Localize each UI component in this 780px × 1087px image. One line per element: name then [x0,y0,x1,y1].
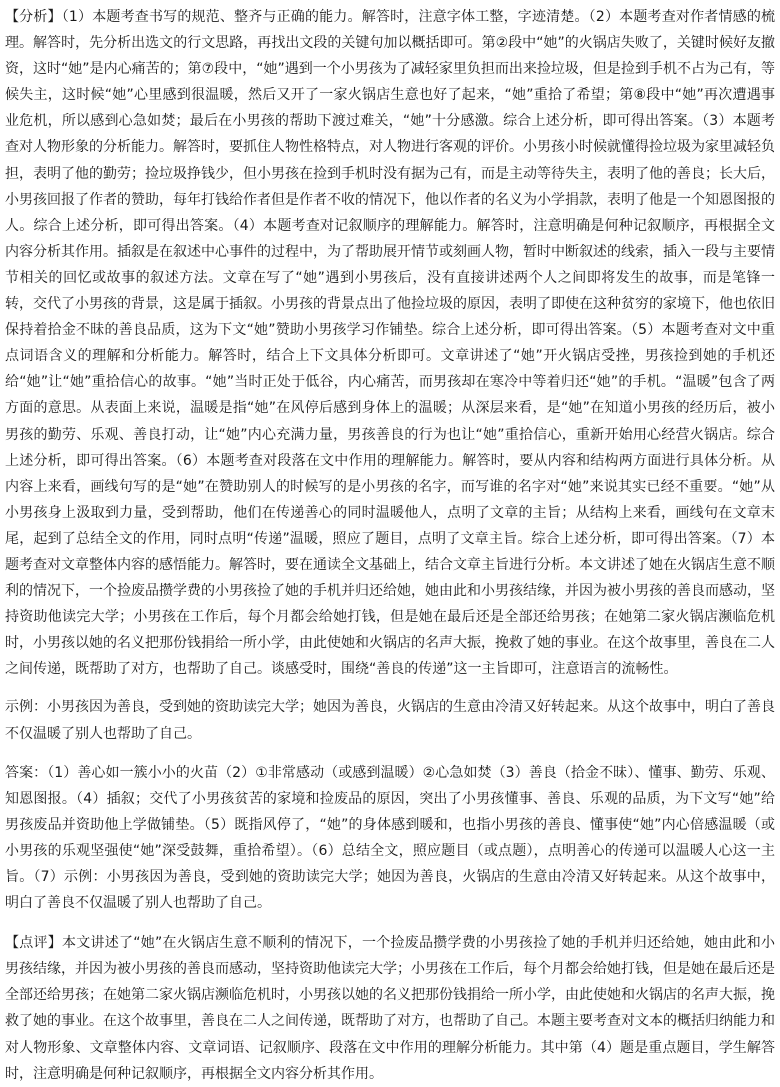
paragraph-spacer [5,916,775,930]
answer-paragraph: 答案：（1）善心如一簇小小的火苗（2）①非常感动（或感到温暖）②心急如焚（3）善良（拾金不昧）、懂事、勤劳、乐观、知恩图报。（4）插叙；交代了小男孩贫苦的家境和捡废品的原因，突出了小男孩懂事、善良、乐观的品质，为下文写“她”给男孩废品并资助他上学做铺垫。（5）既指风停了，“她”的身体感到暖和，也指小男孩的善良、懂事使“她”内心倍感温暖（或小男孩的乐观坚强使“她”深受鼓舞，重拾希望）。（6）总结全文，照应题目（或点题），点明善心的传递可以温暖人心这一主旨。（7）示例：小男孩因为善良，受到她的资助读完大学；她因为善良，火锅店的生意由冷清又好转起来。从这个故事中，明白了善良不仅温暖了别人也帮助了自己。 [5,764,775,912]
analysis-paragraph: 【分析】（1）本题考查书写的规范、整齐与正确的能力。解答时，注意字体工整，字迹清楚。（2）本题考查对作者情感的梳理。解答时，先分析出选文的行文思路，再找出文段的关键句加以概括即可。第②段中“她”的火锅店失败了，关键时候好友撤资，这时“她”是内心痛苦的；第⑦段中，“她”遇到一个小男孩为了减轻家里负担而出来捡垃圾，但是捡到手机不占为己有，等候失主，这时候“她”心里感到很温暖，然后又开了一家火锅店生意也好了起来，“她”重拾了希望；第⑧段中“她”再次遭遇事业危机，所以感到心急如焚；最后在小男孩的帮助下渡过难关，“她”十分感激。综合上述分析，即可得出答案。（3）本题考查对人物形象的分析能力。解答时，要抓住人物性格特点，对人物进行客观的评价。小男孩小时候就懂得捡垃圾为家里减轻负担，表明了他的勤劳；捡垃圾挣钱少，但小男孩在捡到手机时没有据为己有，而是主动等待失主，表明了他的善良；长大后，小男孩回报了作者的赞助，每年打钱给作者但是作者不收的情况下，他以作者的名义为小学捐款，表明了他是一个知恩图报的人。综合上述分析，即可得出答案。（4）本题考查对记叙顺序的理解能力。解答时，注意明确是何种记叙顺序，再根据全文内容分析其作用。插叙是在叙述中心事件的过程中，为了帮助展开情节或刻画人物，暂时中断叙述的线索，插入一段与主要情节相关的回忆或故事的叙述方法。文章在写了“她”遇到小男孩后，没有直接讲述两个人之间即将发生的故事，而是笔锋一转，交代了小男孩的背景，这是属于插叙。小男孩的背景点出了他捡垃圾的原因，表明了即使在这种贫穷的家境下，他也依旧保持着拾金不昧的善良品质，这为下文“她”赞助小男孩学习作铺垫。综合上述分析，即可得出答案。（5）本题考查对文中重点词语含义的理解和分析能力。解答时，结合上下文具体分析即可。文章讲述了“她”开火锅店受挫，男孩捡到她的手机还给“她”让“她”重拾信心的故事。“她”当时正处于低谷，内心痛苦，而男孩却在寒冷中等着归还“她”的手机。“温暖”包含了两方面的意思。从表面上来说，温暖是指“她”在风停后感到身体上的温暖；从深层来看，是“她”在知道小男孩的经历后，被小男孩的勤劳、乐观、善良打动，让“她”内心充满力量，男孩善良的行为也让“她”重拾信心，重新开始用心经营火锅店。综合上述分析，即可得出答案。（6）本题考查对段落在文中作用的理解能力。解答时，要从内容和结构两方面进行具体分析。从内容上来看，画线句写的是“她”在赞助别人的时候写的是小男孩的名字，而写谁的名字对“她”来说其实已经不重要。“她”从小男孩身上汲取到力量，受到帮助，他们在传递善心的同时温暖他人，点明了文章的主旨；从结构上来看，画线句在文章末尾，起到了总结全文的作用，同时点明“传递”温暖，照应了题目，点明了文章主旨。综合上述分析，即可得出答案。（7）本题考查对文章整体内容的感悟能力。解答时，要在通读全文基础上，结合文章主旨进行分析。本文讲述了她在火锅店生意不顺利的情况下，一个捡废品攒学费的小男孩捡了她的手机并归还给她，她由此和小男孩结缘，并因为被小男孩的善良而感动，坚持资助他读完大学；小男孩在工作后，每个月都会给她打钱，但是她在最后还是全部还给男孩；在她第二家火锅店濒临危机时，小男孩以她的名义把那份钱捐给一所小学，由此使她和火锅店的名声大振，挽救了她的事业。在这个故事里，善良在二人之间传递，既帮助了对方，也帮助了自己。谈感受时，围绕“善良的传递”这一主旨即可，注意语言的流畅性。 [5,9,775,678]
paragraph-spacer [5,747,775,760]
comment-paragraph: 【点评】本文讲述了“她”在火锅店生意不顺利的情况下，一个捡废品攒学费的小男孩捡了她的手机并归还给她，她由此和小男孩结缘，并因为被小男孩的善良而感动，坚持资助他读完大学；小男孩在工作后，每个月都会给她打钱，但是她在最后还是全部还给男孩；在她第二家火锅店濒临危机时，小男孩以她的名义把那份钱捐给一所小学，由此使她和火锅店的名声大振，挽救了她的事业。在这个故事里，善良在二人之间传递，既帮助了对方，也帮助了自己。本题主要考查对文本的概括归纳能力和对人物形象、文章整体内容、文章词语、记叙顺序、段落在文中作用的理解分析能力。其中第（4）题是重点题目，学生解答时，注意明确是何种记叙顺序，再根据全文内容分析其作用。 [5,935,775,1082]
example-paragraph: 示例：小男孩因为善良，受到她的资助读完大学；她因为善良，火锅店的生意由冷清又好转起来。从这个故事中，明白了善良不仅温暖了别人也帮助了自己。 [5,699,775,742]
paragraph-spacer [5,682,775,694]
